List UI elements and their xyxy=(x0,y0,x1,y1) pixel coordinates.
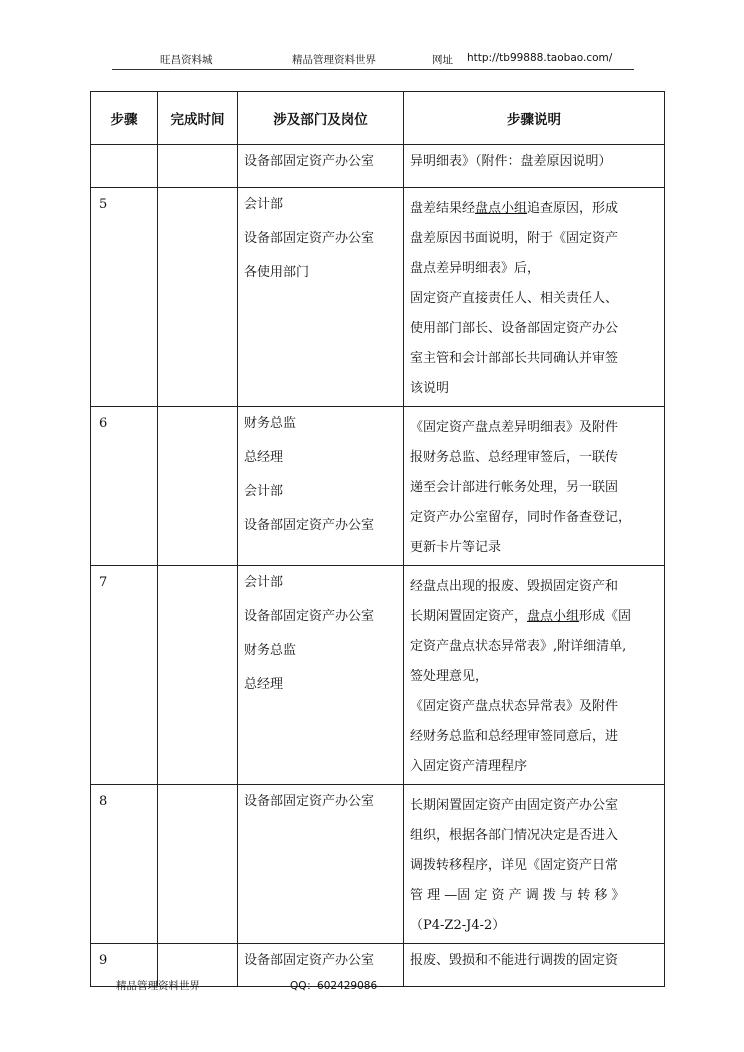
steps-table xyxy=(90,91,665,987)
description-line: 经盘点出现的报废、毁损固定资产和 xyxy=(410,579,619,594)
description-line: 室主管和会计部部长共同确认并审签 xyxy=(410,351,619,366)
description-cell xyxy=(404,566,665,785)
step-number xyxy=(91,145,158,188)
departments-cell xyxy=(238,407,404,566)
step-number: 6 xyxy=(91,407,158,566)
department: 总经理 xyxy=(244,677,284,692)
department: 设备部固定资产办公室 xyxy=(244,794,375,809)
completion-time xyxy=(158,407,238,566)
header-time: 完成时间 xyxy=(158,92,238,145)
description-line: 盘差结果经盘点小组追查原因，形成 xyxy=(410,201,619,216)
description-line: 签处理意见， xyxy=(410,669,489,684)
description-line: 定资产盘点状态异常表》,附详细清单, xyxy=(410,639,627,654)
department: 设备部固定资产办公室 xyxy=(244,609,375,624)
header-departments: 涉及部门及岗位 xyxy=(238,92,404,145)
step-number: 8 xyxy=(91,785,158,944)
description-line: （P4-Z2-J4-2） xyxy=(410,918,506,933)
header-url-link[interactable]: http://tb99888.taobao.com/ xyxy=(467,52,613,64)
departments-cell xyxy=(238,145,404,188)
table-row xyxy=(91,188,665,407)
header-step: 步骤 xyxy=(91,92,158,145)
description-line: 定资产办公室留存，同时作备查登记， xyxy=(410,510,632,525)
header-shop-name: 旺昌资料城 xyxy=(160,54,213,66)
table-row xyxy=(91,566,665,785)
department: 财务总监 xyxy=(244,643,297,658)
description-line: 组织，根据各部门情况决定是否进入 xyxy=(410,828,619,843)
completion-time xyxy=(158,566,238,785)
description-line: 长期闲置固定资产由固定资产办公室 xyxy=(410,798,619,813)
description-line: 管 理 —固 定 资 产 调 拨 与 转 移 》 xyxy=(410,888,625,903)
department: 会计部 xyxy=(244,484,284,499)
description-line: 固定资产直接责任人、相关责任人、 xyxy=(410,291,619,306)
description-line: 入固定资产清理程序 xyxy=(410,759,528,774)
completion-time xyxy=(158,785,238,944)
departments-cell xyxy=(238,188,404,407)
description-line: 《固定资产盘点状态异常表》及附件 xyxy=(410,699,619,714)
page-header xyxy=(0,52,744,68)
step-number: 5 xyxy=(91,188,158,407)
departments-cell xyxy=(238,566,404,785)
description-line: 盘差原因书面说明，附于《固定资产 xyxy=(410,231,619,246)
description-line: 该说明 xyxy=(410,381,450,396)
table-row xyxy=(91,785,665,944)
department: 设备部固定资产办公室 xyxy=(244,953,375,968)
description-cell xyxy=(404,188,665,407)
header-description: 步骤说明 xyxy=(404,92,665,145)
department: 会计部 xyxy=(244,197,284,212)
description-line: 递至会计部进行帐务处理，另一联固 xyxy=(410,480,619,495)
department: 设备部固定资产办公室 xyxy=(244,231,375,246)
department: 设备部固定资产办公室 xyxy=(244,154,375,169)
description-line: 报财务总监、总经理审签后，一联传 xyxy=(410,450,619,465)
department: 各使用部门 xyxy=(244,265,310,280)
underlined-term: 盘点小组 xyxy=(527,609,580,624)
department: 总经理 xyxy=(244,450,284,465)
description-cell xyxy=(404,785,665,944)
description-line: 长期闲置固定资产，盘点小组形成《固 xyxy=(410,609,632,624)
description-line: 调拨转移程序，详见《固定资产日常 xyxy=(410,858,619,873)
header-url-label: 网址 xyxy=(432,54,453,66)
description-line: 使用部门部长、设备部固定资产办公 xyxy=(410,321,619,336)
table-row xyxy=(91,407,665,566)
department: 设备部固定资产办公室 xyxy=(244,518,375,533)
completion-time xyxy=(158,188,238,407)
page-footer xyxy=(0,978,744,994)
description-line: 更新卡片等记录 xyxy=(410,540,502,555)
department: 财务总监 xyxy=(244,416,297,431)
description-line: 《固定资产盘点差异明细表》及附件 xyxy=(410,420,619,435)
department: 会计部 xyxy=(244,575,284,590)
header-rule xyxy=(112,69,634,70)
footer-world-name: 精品管理资料世界 xyxy=(116,980,200,992)
description-cell xyxy=(404,145,665,188)
underlined-term: 盘点小组 xyxy=(475,201,528,216)
description-line: 报废、毁损和不能进行调拨的固定资 xyxy=(410,953,619,968)
departments-cell xyxy=(238,785,404,944)
description-cell xyxy=(404,407,665,566)
header-world-name: 精品管理资料世界 xyxy=(292,54,376,66)
step-number: 7 xyxy=(91,566,158,785)
footer-qq: QQ：602429086 xyxy=(290,980,378,992)
step-number: 9 xyxy=(91,944,158,987)
table-header-row xyxy=(91,92,665,145)
description-line: 盘点差异明细表》后， xyxy=(410,261,541,276)
description-line: 经财务总监和总经理审签同意后，进 xyxy=(410,729,619,744)
table-row xyxy=(91,145,665,188)
description-line: 异明细表》（附件：盘差原因说明） xyxy=(410,154,612,169)
completion-time xyxy=(158,145,238,188)
